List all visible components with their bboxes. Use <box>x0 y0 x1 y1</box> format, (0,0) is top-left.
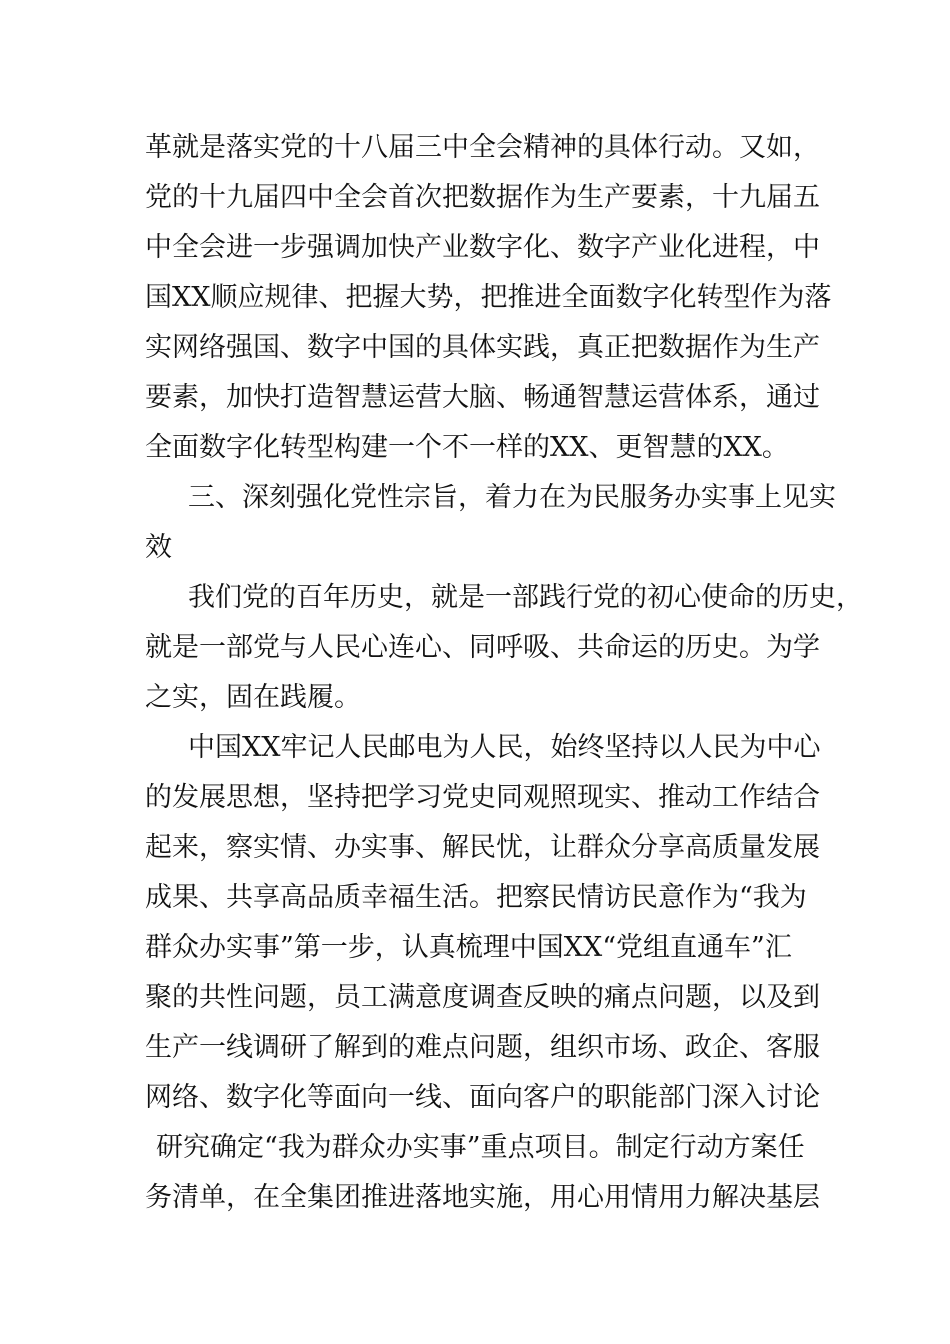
text-line: 成果、共享高品质幸福生活。把察民情访民意作为“我为 <box>145 882 807 913</box>
text-line: 党的十九届四中全会首次把数据作为生产要素，十九届五 <box>145 182 820 213</box>
text-line: 中全会进一步强调加快产业数字化、数字产业化进程，中 <box>145 232 820 263</box>
section-heading-continuation: 效 <box>145 532 172 563</box>
text-line: 实网络强国、数字中国的具体实践，真正把数据作为生产 <box>145 332 820 363</box>
text-line: 聚的共性问题，员工满意度调查反映的痛点问题，以及到 <box>145 982 820 1013</box>
text-line: 网络、数字化等面向一线、面向客户的职能部门深入讨论 <box>145 1082 820 1113</box>
text-line: 起来，察实情、办实事、解民忧，让群众分享高质量发展 <box>145 832 820 863</box>
text-line: 我们党的百年历史，就是一部践行党的初心使命的历史， <box>188 582 863 613</box>
text-line: 群众办实事”第一步，认真梳理中国XX“党组直通车”汇 <box>145 932 792 963</box>
section-heading: 三、深刻强化党性宗旨，着力在为民服务办实事上见实 <box>188 482 836 513</box>
text-line: 革就是落实党的十八届三中全会精神的具体行动。又如， <box>145 132 820 163</box>
text-line: 全面数字化转型构建一个不一样的XX、更智慧的XX。 <box>145 432 789 463</box>
text-line: 生产一线调研了解到的难点问题，组织市场、政企、客服 <box>145 1032 820 1063</box>
text-line: 务清单，在全集团推进落地实施，用心用情用力解决基层 <box>145 1182 820 1213</box>
text-line: 国XX顺应规律、把握大势，把推进全面数字化转型作为落 <box>145 282 832 313</box>
text-line: 要素，加快打造智慧运营大脑、畅通智慧运营体系，通过 <box>145 382 820 413</box>
text-line: 的发展思想，坚持把学习党史同观照现实、推动工作结合 <box>145 782 820 813</box>
text-line: 研究确定“我为群众办实事”重点项目。制定行动方案任 <box>156 1132 805 1163</box>
document-body <box>145 123 863 1223</box>
text-line: 之实，固在践履。 <box>145 682 361 713</box>
text-line: 就是一部党与人民心连心、同呼吸、共命运的历史。为学 <box>145 632 820 663</box>
text-line: 中国XX牢记人民邮电为人民，始终坚持以人民为中心 <box>188 732 821 763</box>
